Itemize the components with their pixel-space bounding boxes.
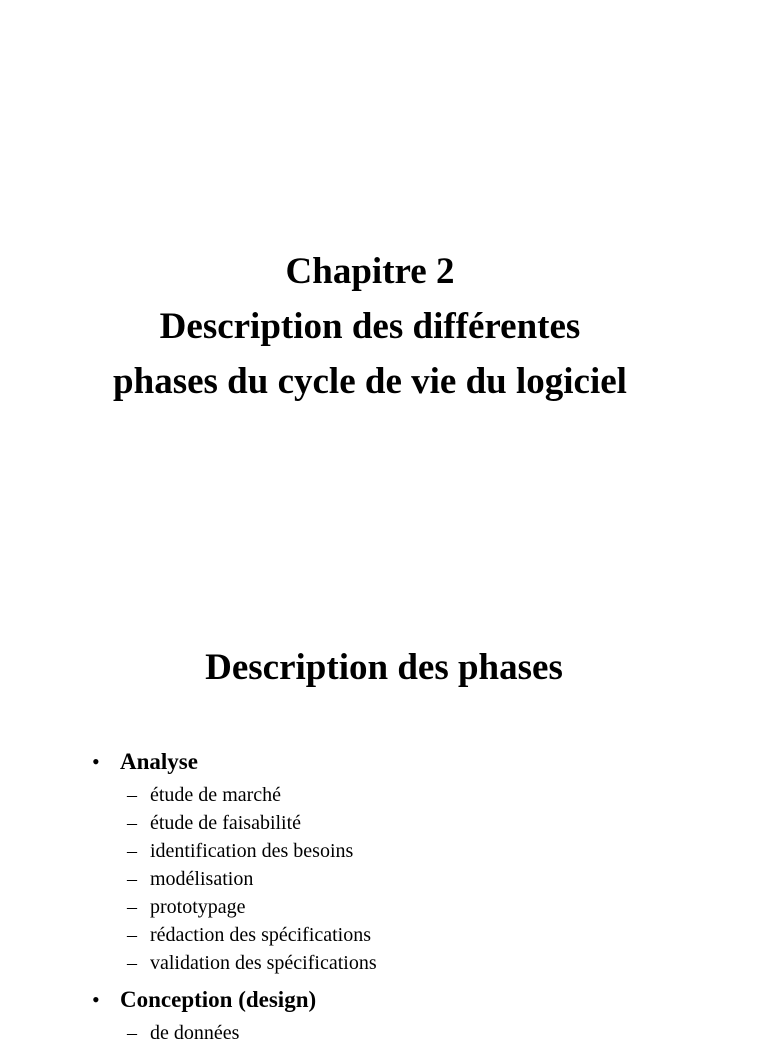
slide-phases <box>0 600 768 1044</box>
chapter-title <box>0 244 740 409</box>
sub-item <box>120 781 377 809</box>
sub-item <box>120 921 377 949</box>
dash-marker: – <box>127 784 137 806</box>
sub-item-text: de données <box>150 1022 240 1044</box>
sub-item <box>120 809 377 837</box>
bullet-marker: • <box>92 987 100 1012</box>
sub-item <box>120 837 377 865</box>
bullet-label: Conception (design) <box>120 987 317 1012</box>
dash-marker: – <box>127 868 137 890</box>
sub-item <box>120 949 377 977</box>
bullet-label: Analyse <box>120 749 198 774</box>
sub-list <box>120 781 377 977</box>
dash-marker: – <box>127 896 137 918</box>
bullet-item-analyse <box>92 743 377 977</box>
bullet-item-conception <box>92 981 377 1047</box>
sub-item-text: étude de marché <box>150 784 282 806</box>
sub-item <box>120 893 377 921</box>
sub-item-text: modélisation <box>150 868 254 890</box>
dash-marker: – <box>127 840 137 862</box>
sub-item-text: étude de faisabilité <box>150 812 302 834</box>
dash-marker: – <box>127 924 137 946</box>
dash-marker: – <box>127 952 137 974</box>
sub-list <box>120 1019 377 1047</box>
section-title: Description des phases <box>205 647 563 688</box>
chapter-title-line: Description des différentes <box>159 306 581 347</box>
sub-item <box>120 865 377 893</box>
bullet-marker: • <box>92 749 100 774</box>
sub-item <box>120 1019 377 1047</box>
dash-marker: – <box>127 1022 137 1044</box>
chapter-title-line: phases du cycle de vie du logiciel <box>113 361 627 402</box>
chapter-title-line: Chapitre 2 <box>285 251 455 292</box>
bullet-list <box>92 743 377 1047</box>
sub-item-text: identification des besoins <box>150 840 354 862</box>
dash-marker: – <box>127 812 137 834</box>
sub-item-text: prototypage <box>150 896 246 918</box>
sub-item-text: rédaction des spécifications <box>150 924 372 946</box>
slide-chapter-title <box>0 0 768 520</box>
sub-item-text: validation des spécifications <box>150 952 377 974</box>
